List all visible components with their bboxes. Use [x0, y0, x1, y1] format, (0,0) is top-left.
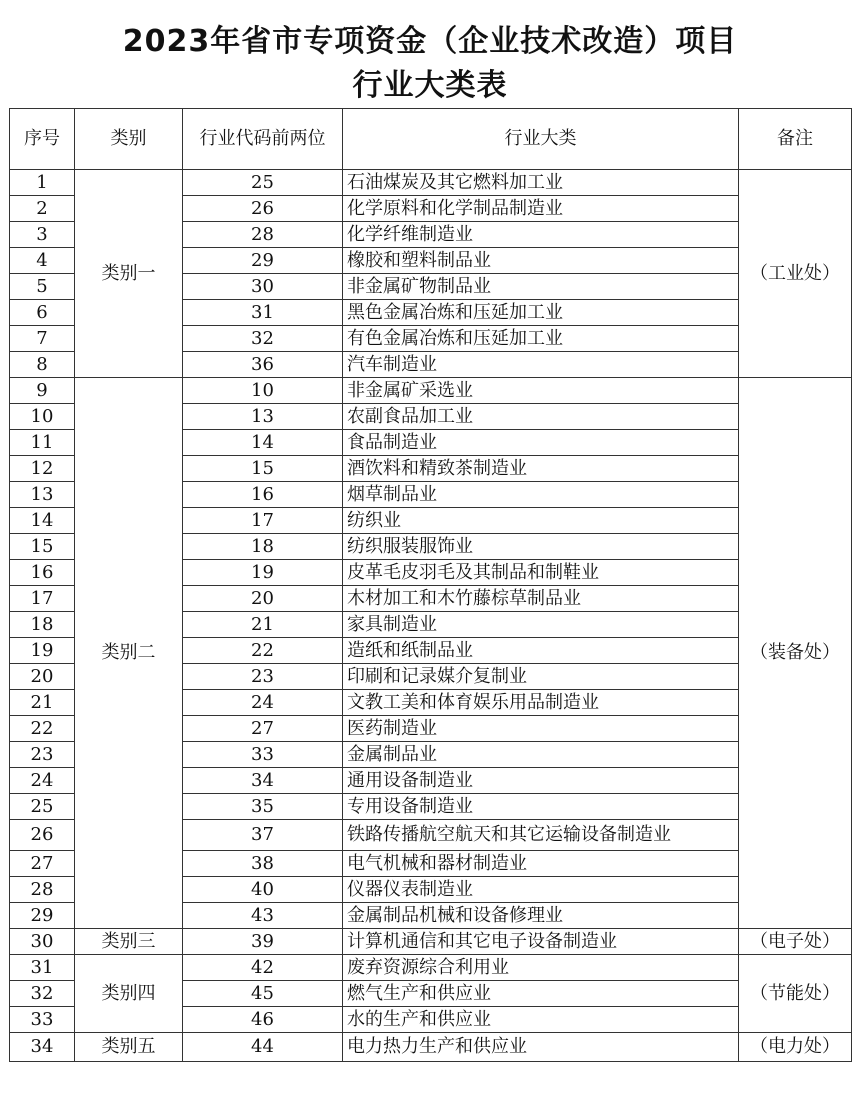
code-cell: 35: [183, 794, 343, 820]
serial-cell: 6: [10, 300, 75, 326]
industry-name-cell: 橡胶和塑料制品业: [343, 248, 739, 274]
industry-name-cell: 废弃资源综合利用业: [343, 955, 739, 981]
code-cell: 10: [183, 378, 343, 404]
document-title: 2023年省市专项资金（企业技术改造）项目: [122, 24, 738, 59]
industry-name-cell: 黑色金属冶炼和压延加工业: [343, 300, 739, 326]
code-cell: 36: [183, 352, 343, 378]
industry-name-cell: 化学原料和化学制品制造业: [343, 196, 739, 222]
table-row: [10, 955, 852, 981]
code-cell: 30: [183, 274, 343, 300]
industry-name-cell: 家具制造业: [343, 612, 739, 638]
code-cell: 42: [183, 955, 343, 981]
code-cell: 46: [183, 1007, 343, 1033]
industry-name-cell: 纺织业: [343, 508, 739, 534]
serial-cell: 1: [10, 170, 75, 196]
category-cell: 类别五: [75, 1033, 183, 1062]
code-cell: 34: [183, 768, 343, 794]
serial-cell: 23: [10, 742, 75, 768]
industry-name-cell: 专用设备制造业: [343, 794, 739, 820]
industry-name-cell: 燃气生产和供应业: [343, 981, 739, 1007]
industry-name-cell: 通用设备制造业: [343, 768, 739, 794]
serial-cell: 4: [10, 248, 75, 274]
code-cell: 45: [183, 981, 343, 1007]
industry-name-cell: 非金属矿采选业: [343, 378, 739, 404]
industry-name-cell: 皮革毛皮羽毛及其制品和制鞋业: [343, 560, 739, 586]
code-cell: 43: [183, 903, 343, 929]
code-cell: 20: [183, 586, 343, 612]
industry-name-cell: 酒饮料和精致茶制造业: [343, 456, 739, 482]
industry-name-cell: 农副食品加工业: [343, 404, 739, 430]
serial-cell: 14: [10, 508, 75, 534]
industry-name-cell: 有色金属冶炼和压延加工业: [343, 326, 739, 352]
industry-name-cell: 烟草制品业: [343, 482, 739, 508]
table-row: [10, 170, 852, 196]
serial-cell: 33: [10, 1007, 75, 1033]
code-cell: 18: [183, 534, 343, 560]
serial-cell: 28: [10, 877, 75, 903]
table-body: [10, 170, 852, 1062]
category-cell: 类别二: [75, 378, 183, 929]
serial-cell: 5: [10, 274, 75, 300]
industry-name-cell: 化学纤维制造业: [343, 222, 739, 248]
code-cell: 29: [183, 248, 343, 274]
table-row: [10, 1033, 852, 1062]
document-subtitle: 行业大类表: [352, 68, 508, 103]
serial-cell: 22: [10, 716, 75, 742]
serial-cell: 3: [10, 222, 75, 248]
serial-cell: 11: [10, 430, 75, 456]
code-cell: 16: [183, 482, 343, 508]
note-cell: （节能处）: [739, 955, 852, 1033]
industry-name-cell: 仪器仪表制造业: [343, 877, 739, 903]
industry-name-cell: 食品制造业: [343, 430, 739, 456]
header-note: 备注: [739, 109, 852, 170]
serial-cell: 18: [10, 612, 75, 638]
table-row: [10, 929, 852, 955]
code-cell: 26: [183, 196, 343, 222]
industry-name-cell: 木材加工和木竹藤棕草制品业: [343, 586, 739, 612]
code-cell: 37: [183, 820, 343, 851]
code-cell: 40: [183, 877, 343, 903]
category-cell: 类别一: [75, 170, 183, 378]
industry-name-cell: 金属制品业: [343, 742, 739, 768]
industry-name-cell: 金属制品机械和设备修理业: [343, 903, 739, 929]
serial-cell: 12: [10, 456, 75, 482]
note-cell: （工业处）: [739, 170, 852, 378]
header-row: [10, 109, 852, 170]
industry-name-cell: 文教工美和体育娱乐用品制造业: [343, 690, 739, 716]
serial-cell: 26: [10, 820, 75, 851]
code-cell: 13: [183, 404, 343, 430]
serial-cell: 8: [10, 352, 75, 378]
industry-name-cell: 铁路传播航空航天和其它运输设备制造业: [343, 820, 739, 851]
code-cell: 39: [183, 929, 343, 955]
industry-table: [9, 108, 852, 1062]
table-header: [10, 109, 852, 170]
serial-cell: 2: [10, 196, 75, 222]
serial-cell: 19: [10, 638, 75, 664]
code-cell: 23: [183, 664, 343, 690]
industry-name-cell: 计算机通信和其它电子设备制造业: [343, 929, 739, 955]
note-cell: （电子处）: [739, 929, 852, 955]
industry-name-cell: 非金属矿物制品业: [343, 274, 739, 300]
serial-cell: 24: [10, 768, 75, 794]
code-cell: 27: [183, 716, 343, 742]
industry-name-cell: 石油煤炭及其它燃料加工业: [343, 170, 739, 196]
code-cell: 21: [183, 612, 343, 638]
serial-cell: 10: [10, 404, 75, 430]
industry-name-cell: 印刷和记录媒介复制业: [343, 664, 739, 690]
category-cell: 类别四: [75, 955, 183, 1033]
header-category: 类别: [75, 109, 183, 170]
serial-cell: 27: [10, 851, 75, 877]
serial-cell: 7: [10, 326, 75, 352]
industry-name-cell: 汽车制造业: [343, 352, 739, 378]
industry-name-cell: 电力热力生产和供应业: [343, 1033, 739, 1062]
code-cell: 17: [183, 508, 343, 534]
serial-cell: 29: [10, 903, 75, 929]
code-cell: 25: [183, 170, 343, 196]
note-cell: （电力处）: [739, 1033, 852, 1062]
code-cell: 32: [183, 326, 343, 352]
serial-cell: 31: [10, 955, 75, 981]
industry-name-cell: 造纸和纸制品业: [343, 638, 739, 664]
serial-cell: 34: [10, 1033, 75, 1062]
code-cell: 33: [183, 742, 343, 768]
industry-name-cell: 纺织服装服饰业: [343, 534, 739, 560]
serial-cell: 9: [10, 378, 75, 404]
code-cell: 22: [183, 638, 343, 664]
industry-name-cell: 医药制造业: [343, 716, 739, 742]
category-cell: 类别三: [75, 929, 183, 955]
serial-cell: 15: [10, 534, 75, 560]
table-row: [10, 378, 852, 404]
serial-cell: 21: [10, 690, 75, 716]
code-cell: 31: [183, 300, 343, 326]
industry-name-cell: 水的生产和供应业: [343, 1007, 739, 1033]
note-cell: （装备处）: [739, 378, 852, 929]
code-cell: 14: [183, 430, 343, 456]
serial-cell: 17: [10, 586, 75, 612]
serial-cell: 20: [10, 664, 75, 690]
code-cell: 44: [183, 1033, 343, 1062]
serial-cell: 13: [10, 482, 75, 508]
code-cell: 19: [183, 560, 343, 586]
code-cell: 15: [183, 456, 343, 482]
serial-cell: 16: [10, 560, 75, 586]
serial-cell: 25: [10, 794, 75, 820]
header-industry: 行业大类: [343, 109, 739, 170]
code-cell: 28: [183, 222, 343, 248]
code-cell: 24: [183, 690, 343, 716]
serial-cell: 32: [10, 981, 75, 1007]
industry-name-cell: 电气机械和器材制造业: [343, 851, 739, 877]
header-code: 行业代码前两位: [183, 109, 343, 170]
header-serial: 序号: [10, 109, 75, 170]
serial-cell: 30: [10, 929, 75, 955]
code-cell: 38: [183, 851, 343, 877]
